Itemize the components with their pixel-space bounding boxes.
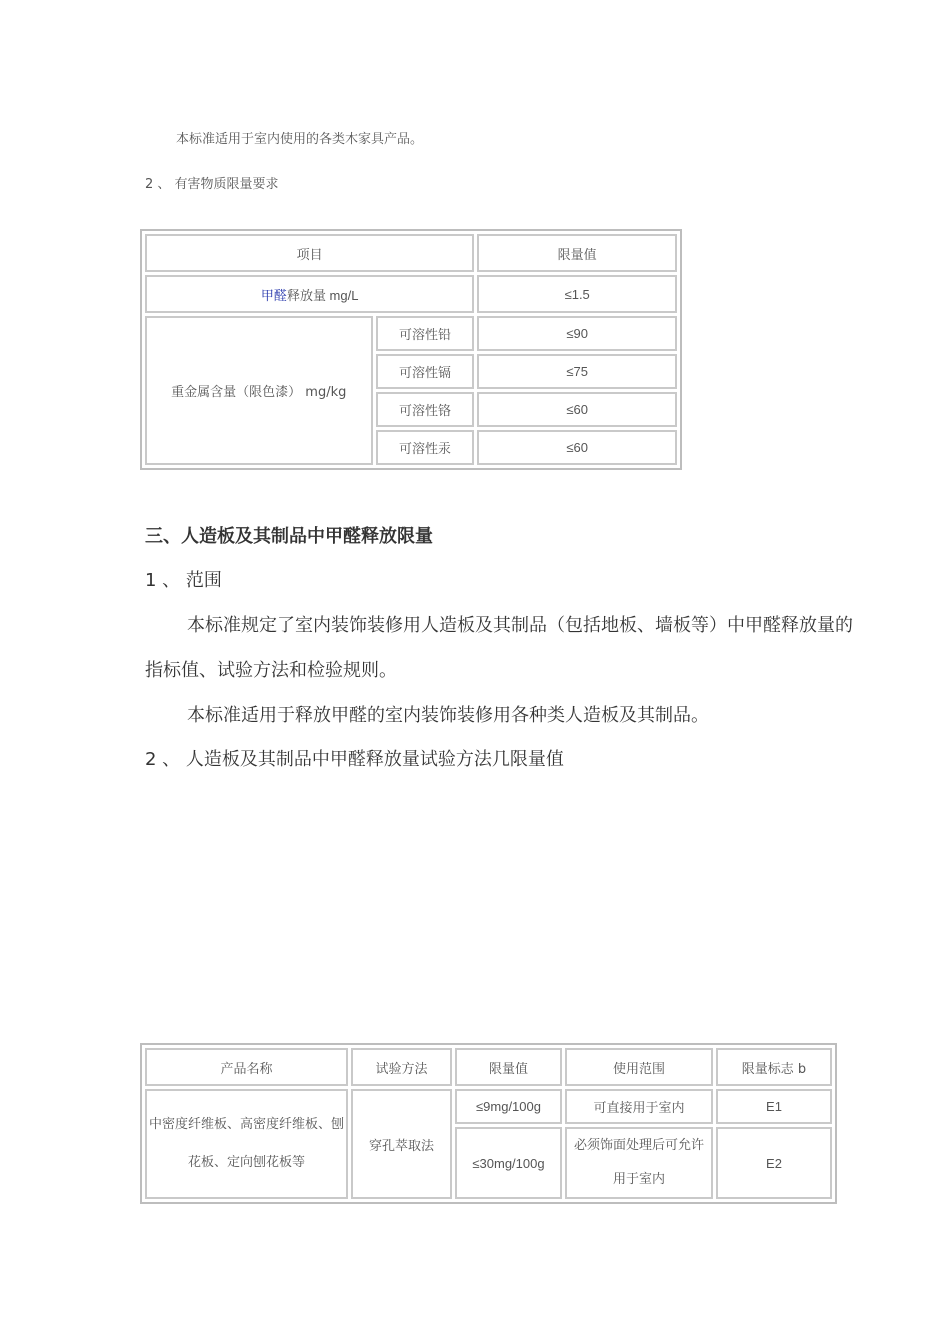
scope-e2-line1: 必须饰面处理后可允许 bbox=[573, 1138, 704, 1153]
heavy-metal-label: 重金属含量（限色漆） mg/kg bbox=[145, 316, 373, 465]
limit-value-e2: ≤30mg/100g bbox=[455, 1127, 562, 1199]
product-name-line2: 花板、定向刨花板等 bbox=[187, 1155, 305, 1170]
metal-value: ≤90 bbox=[477, 316, 677, 351]
formaldehyde-limit-table bbox=[140, 1043, 837, 1204]
scope-e2 bbox=[565, 1127, 713, 1199]
section-3-sub2: 2 、 人造板及其制品中甲醛释放量试验方法几限量值 bbox=[145, 749, 564, 770]
metal-value: ≤75 bbox=[477, 354, 677, 389]
section-3-para2: 本标准适用于释放甲醛的室内装饰装修用各种类人造板及其制品。 bbox=[187, 705, 709, 726]
mark-e2: E2 bbox=[716, 1127, 832, 1199]
metal-value: ≤60 bbox=[477, 392, 677, 427]
section-3-sub1: 1 、 范围 bbox=[145, 570, 222, 591]
table2-header-limit: 限量值 bbox=[455, 1048, 562, 1086]
formaldehyde-cell bbox=[145, 275, 474, 313]
section-3-para1-line1: 本标准规定了室内装饰装修用人造板及其制品（包括地板、墙板等）中甲醛释放量的 bbox=[187, 615, 853, 636]
metal-name: 可溶性镉 bbox=[376, 354, 475, 389]
scope-e1: 可直接用于室内 bbox=[565, 1089, 713, 1124]
metal-name: 可溶性汞 bbox=[376, 430, 475, 465]
table2-header-mark: 限量标志 b bbox=[716, 1048, 832, 1086]
table1-header-item: 项目 bbox=[145, 234, 474, 272]
limit-value-e1: ≤9mg/100g bbox=[455, 1089, 562, 1124]
mark-e1: E1 bbox=[716, 1089, 832, 1124]
product-name-cell bbox=[145, 1089, 348, 1199]
section-heading-2: 2 、 有害物质限量要求 bbox=[145, 177, 279, 192]
metal-name: 可溶性铅 bbox=[376, 316, 475, 351]
table2-header-product: 产品名称 bbox=[145, 1048, 348, 1086]
formaldehyde-label: 释放量 mg/L bbox=[286, 287, 359, 303]
scope-line: 本标准适用于室内使用的各类木家具产品。 bbox=[176, 132, 424, 147]
metal-value: ≤60 bbox=[477, 430, 677, 465]
scope-e2-line2: 用于室内 bbox=[612, 1172, 665, 1187]
table2-header-method: 试验方法 bbox=[351, 1048, 452, 1086]
formaldehyde-link[interactable]: 甲醛 bbox=[260, 288, 287, 304]
product-name-line1: 中密度纤维板、高密度纤维板、刨 bbox=[148, 1117, 344, 1132]
table2-header-scope: 使用范围 bbox=[565, 1048, 713, 1086]
metal-name: 可溶性铬 bbox=[376, 392, 475, 427]
harmful-substance-table bbox=[140, 229, 682, 470]
section-3-title: 三、人造板及其制品中甲醛释放限量 bbox=[145, 526, 433, 547]
test-method: 穿孔萃取法 bbox=[351, 1089, 452, 1199]
table1-header-limit: 限量值 bbox=[477, 234, 677, 272]
section-3-para1-line2: 指标值、试验方法和检验规则。 bbox=[145, 660, 397, 681]
formaldehyde-value: ≤1.5 bbox=[477, 275, 677, 313]
